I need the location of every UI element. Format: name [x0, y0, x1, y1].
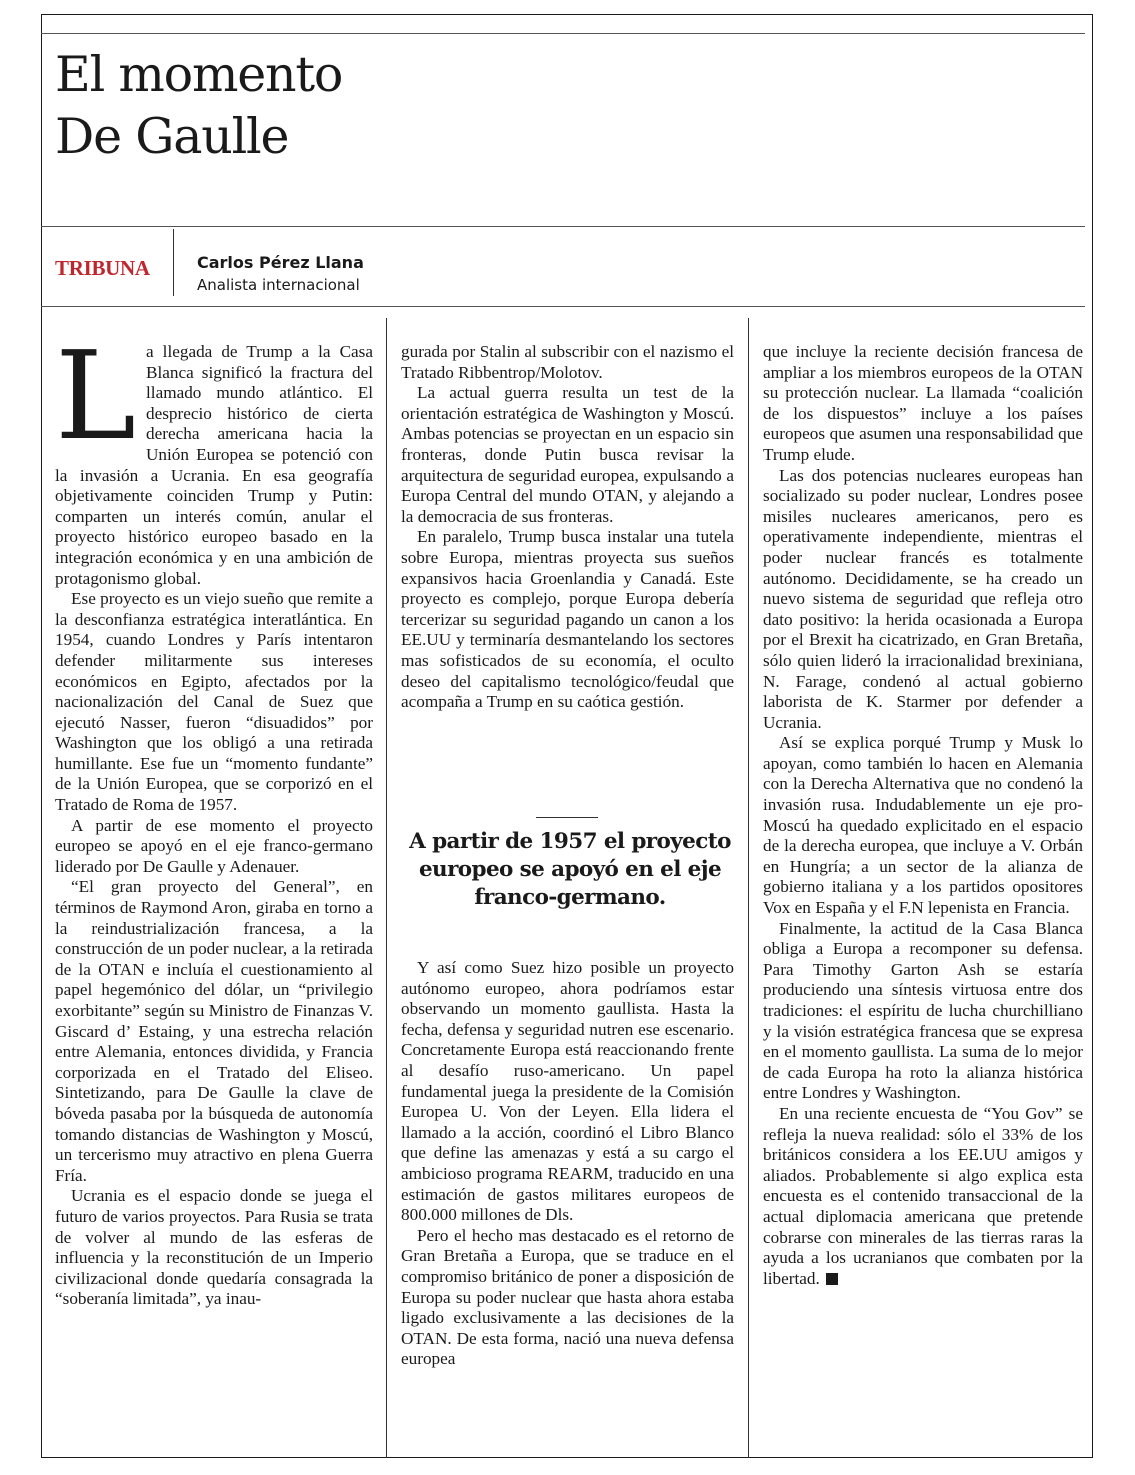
- headline-line-1: El momento: [55, 46, 343, 103]
- paragraph: [55, 325, 373, 589]
- paragraph: Ese proyecto es un viejo sueño que remite a la desconfianza estratégica interatlántica. En 1954, cuando Londres y París intentaron defender militarmente sus intereses económicos en Egipto, afectados por la nacionalización del Canal de Suez que ejecutó Nasser, fueron “disuadidos” por Washington que los obligó a una retirada humillante. Ese fue un “momento fundante” de la Unión Europea, que se corporizó en el Tratado de Roma de 1957.: [55, 589, 373, 815]
- pull-quote: A partir de 1957 el proyecto europeo se apoyó en el eje franco-germano.: [409, 829, 731, 910]
- article-column-1: [55, 325, 373, 1310]
- paragraph: La actual guerra resulta un test de la orientación estratégica de Washington y Moscú. Ambas potencias se proyectan en un espacio sin fronteras, donde Putin busca revisar la arquitectura de seguridad europea, expulsando a Europa Central del mundo OTAN, y alejando a la democracia de sus fronteras.: [401, 383, 734, 526]
- paragraph: que incluye la reciente decisión francesa de ampliar a los miembros europeos de la OTAN su protección nuclear. La llamada “coalición de los dispuestos” incluye a los países europeos que asumen una responsabilidad que Trump elude.: [763, 342, 1083, 464]
- drop-cap: L: [55, 325, 137, 467]
- paragraph: “El gran proyecto del General”, en términos de Raymond Aron, giraba en torno a la reindustrialización francesa, a la construcción de un poder nuclear, a la retirada de la OTAN e incluía el cuestionamiento al papel hegemónico del dólar, un “privilegio exorbitante” según su Ministro de Finanzas V. Giscard d’ Estaing, y una estrecha relación entre Alemania, entonces dividida, y Francia corporizada en el Tratado del Eliseo. Sintetizando, para De Gaulle la clave de bóveda pasaba por la búsqueda de autonomía tomando distancias de Washington y Moscú, un tercerismo muy atractivo en plena Guerra Fría.: [55, 877, 373, 1185]
- article-column-3: [763, 342, 1083, 1289]
- paragraph: Ucrania es el espacio donde se juega el futuro de varios proyectos. Para Rusia se trata de volver al mundo de las esferas de influencia y la reconstitución de un Imperio civilizacional donde quedaría consagrada la “soberanía limitada”, ya inau-: [55, 1186, 373, 1309]
- headline: [55, 44, 342, 168]
- column-divider-2: [748, 318, 749, 1458]
- paragraph-text: a llegada de Trump a la Casa Blanca significó la fractura del llamado mundo atlántico. El desprecio histórico de cierta derecha americana hacia la Unión Europea se potenció con la invasión a Ucrania. En esa geografía objetivamente coinciden Trump y Putin: comparten un interés común, anular el proyecto histórico europeo basado en la integración económica y en una ambición de protagonismo global.: [55, 342, 373, 588]
- article-column-2-top: [401, 342, 734, 713]
- paragraph: A partir de ese momento el proyecto europeo se apoyó en el eje franco-germano liderado por De Gaulle y Adenauer.: [55, 815, 373, 876]
- paragraph: En paralelo, Trump busca instalar una tutela sobre Europa, mientras proyecta sus sueños expansivos hacia Groenlandia y Canadá. Este proyecto es complejo, porque Europa debería tercerizar su seguridad pagando un canon a los EE.UU y terminaría desmantelando los sectores mas sofisticados de su economía, el oculto deseo del capitalismo tecnológico/feudal que acompaña a Trump en su caótica gestión.: [401, 527, 734, 712]
- paragraph: Así se explica porqué Trump y Musk lo apoyan, como también lo hacen en Alemania con la Derecha Alternativa que no condenó la invasión rusa. Indudablemente un eje pro-Moscú ha quedado explicitado en el espacio de la derecha europea, que incluye a V. Orbán en Hungría; a un sector de la alianza de gobierno italiana y a los partidos opositores Vox en España y el F.N lepenista en Francia.: [763, 733, 1083, 918]
- headline-line-2: De Gaulle: [55, 108, 289, 165]
- pull-quote-rule: [536, 817, 598, 818]
- article-column-2-bottom: [401, 958, 734, 1370]
- headline-bottom-rule: [41, 226, 1085, 227]
- paragraph: Las dos potencias nucleares europeas han socializado su poder nuclear, Londres posee misiles nucleares americanos, pero es operativamente independiente, mientras el poder nuclear francés es totalmente autónomo. Decididamente, se ha creado un nuevo sistema de seguridad que refleja otro dato positivo: la herida ocasionada a Europa por el Brexit ha cicatrizado, en Gran Bretaña, sólo quien lideró la irracionalidad brexiniana, N. Farage, condenó al actual gobierno laborista de K. Starmer por defender a Ucrania.: [763, 465, 1083, 732]
- column-divider-1: [386, 318, 387, 1458]
- author-name: Carlos Pérez Llana: [197, 253, 364, 272]
- paragraph-text: En una reciente encuesta de “You Gov” se refleja la nueva realidad: sólo el 33% de los británicos considera a los EE.UU amigos y aliados. Probablemente si algo explica esta encuesta es el contenido transaccional de la actual diplomacia americana que pretende cobrarse con minerales de las tierras raras la ayuda a los ucranianos que combaten por la libertad.: [763, 1103, 1083, 1288]
- section-label: TRIBUNA: [55, 256, 150, 280]
- end-mark-icon: [826, 1273, 838, 1285]
- paragraph: Finalmente, la actitud de la Casa Blanca obliga a Europa a recomponer su defensa. Para Timothy Garton Ash se estaría produciendo una síntesis virtuosa entre dos tradiciones: el espíritu de lucha churchilliano y la visión estratégica francesa que se expresa en el momento gaullista. La suma de lo mejor de cada Europa ha roto la alianza histórica entre Londres y Washington.: [763, 918, 1083, 1103]
- top-rule: [41, 33, 1085, 34]
- paragraph: Y así como Suez hizo posible un proyecto autónomo europeo, ahora podríamos estar observando un momento gaullista. Hasta la fecha, defensa y seguridad nutren ese escenario. Concretamente Europa está reaccionando frente al desafío ruso-americano. Un papel fundamental juega la presidente de la Comisión Europea U. Von der Leyen. Ella lidera el llamado a la acción, coordinó el Libro Blanco que define las amenazas y está a su cargo el ambicioso programa REARM, traducido en una estimación de gastos militares europeos de 800.000 millones de Dls.: [401, 958, 734, 1225]
- byline-divider: [173, 229, 174, 296]
- author-role: Analista internacional: [197, 276, 360, 294]
- paragraph: Pero el hecho mas destacado es el retorno de Gran Bretaña a Europa, que se traduce en el compromiso británico de poner a disposición de Europa su poder nuclear que hasta ahora estaba ligado exclusivamente a las decisiones de la OTAN. De esta forma, nació una nueva defensa europea: [401, 1225, 734, 1369]
- paragraph: [763, 1104, 1083, 1289]
- paragraph: gurada por Stalin al subscribir con el nazismo el Tratado Ribbentrop/Molotov.: [401, 342, 734, 382]
- byline-bottom-rule: [41, 306, 1085, 307]
